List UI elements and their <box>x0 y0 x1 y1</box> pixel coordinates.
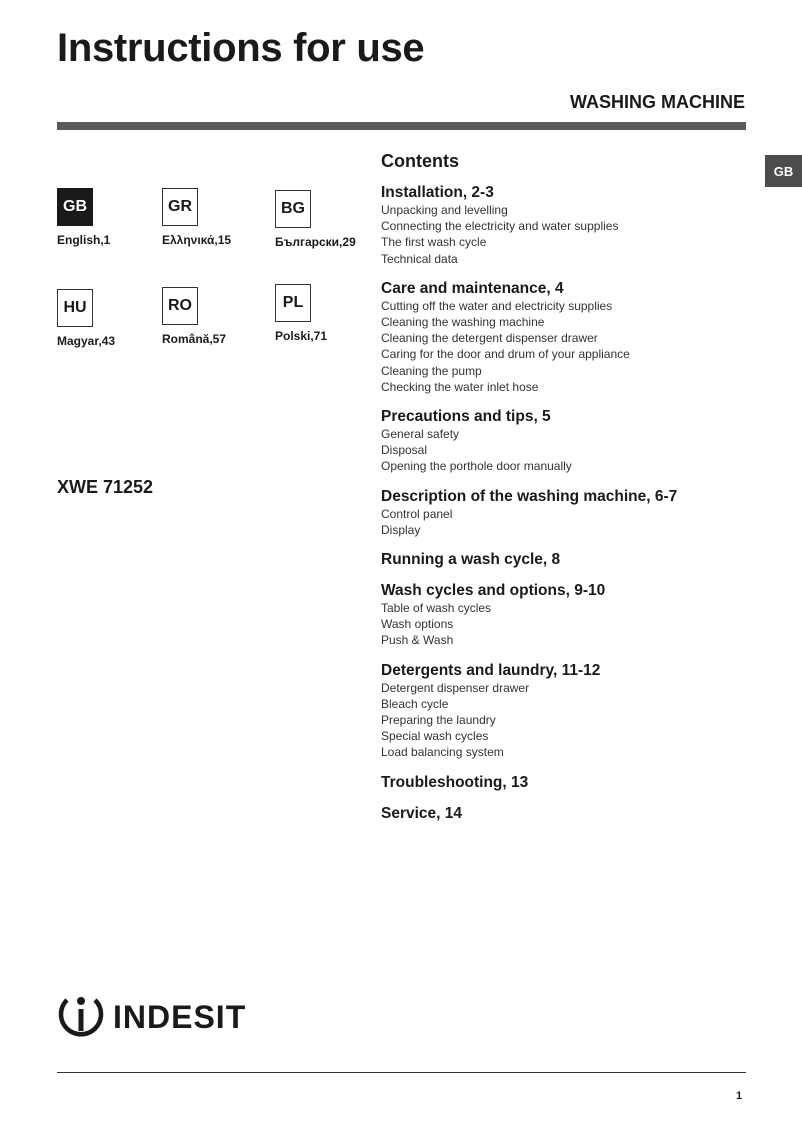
contents-section <box>381 662 761 761</box>
section-item[interactable]: Unpacking and levelling <box>381 203 508 217</box>
language-bg[interactable] <box>275 190 375 249</box>
contents-section <box>381 582 761 649</box>
language-label: Ελληνικά,15 <box>162 233 232 247</box>
product-type-subtitle: WASHING MACHINE <box>570 92 745 112</box>
language-pl[interactable] <box>275 284 375 343</box>
section-item[interactable]: Control panel <box>381 506 453 521</box>
section-item[interactable]: Detergent dispenser drawer <box>381 680 530 695</box>
language-gr[interactable] <box>162 188 262 247</box>
language-label: Polski,71 <box>275 329 328 343</box>
section-item[interactable]: Cutting off the water and electricity supplies <box>381 298 613 313</box>
section-item[interactable]: Caring for the door and drum of your appliance <box>381 347 630 362</box>
brand-name: INDESIT <box>113 998 247 1035</box>
section-item[interactable]: Wash options <box>381 617 454 632</box>
section-title[interactable]: Installation, 2-3 <box>381 184 494 201</box>
contents-section <box>381 280 761 395</box>
contents-section <box>381 551 761 569</box>
language-code-box: GR <box>162 188 198 226</box>
section-title[interactable]: Description of the washing machine, 6-7 <box>381 487 678 505</box>
section-title[interactable]: Troubleshooting, 13 <box>381 773 529 791</box>
contents-section <box>381 488 761 538</box>
section-item[interactable]: Cleaning the washing machine <box>381 315 545 330</box>
language-ro[interactable] <box>162 287 262 346</box>
language-code-box: HU <box>57 289 93 327</box>
section-item[interactable]: The first wash cycle <box>381 235 487 250</box>
contents-section <box>381 805 761 823</box>
language-label: Български,29 <box>275 235 356 249</box>
language-side-tab: GB <box>765 155 802 187</box>
brand-logo <box>57 992 246 1042</box>
section-title[interactable]: Wash cycles and options, 9-10 <box>381 582 606 600</box>
page-title: Instructions for use <box>57 26 425 70</box>
section-item[interactable]: Bleach cycle <box>381 696 449 711</box>
section-item[interactable]: Cleaning the pump <box>381 363 482 378</box>
language-code-box: GB <box>57 188 93 226</box>
section-item[interactable]: Preparing the laundry <box>381 713 496 728</box>
language-label: Magyar,43 <box>57 334 116 348</box>
section-title[interactable]: Precautions and tips, 5 <box>381 408 551 426</box>
contents-heading: Contents <box>381 151 459 171</box>
section-title[interactable]: Running a wash cycle, 8 <box>381 551 561 569</box>
section-item[interactable]: Push & Wash <box>381 633 454 648</box>
section-item[interactable]: Opening the porthole door manually <box>381 459 572 474</box>
footer-rule <box>57 1072 746 1073</box>
contents-sections <box>381 184 761 823</box>
language-label: English,1 <box>57 233 111 247</box>
section-title[interactable]: Detergents and laundry, 11-12 <box>381 661 601 679</box>
language-gb[interactable] <box>57 188 157 247</box>
contents-section <box>381 408 761 475</box>
language-code-box: BG <box>275 190 311 228</box>
section-item[interactable]: Display <box>381 522 421 537</box>
model-number: XWE 71252 <box>57 477 154 497</box>
section-item[interactable]: General safety <box>381 427 460 442</box>
section-item[interactable]: Load balancing system <box>381 745 504 760</box>
section-item[interactable]: Connecting the electricity and water supplies <box>381 219 619 234</box>
section-item[interactable]: Technical data <box>381 251 458 266</box>
section-item[interactable]: Cleaning the detergent dispenser drawer <box>381 331 598 346</box>
header-rule <box>57 122 746 130</box>
section-item[interactable]: Table of wash cycles <box>381 601 492 616</box>
language-label: Română,57 <box>162 332 227 346</box>
page-number: 1 <box>736 1090 743 1102</box>
section-title[interactable]: Care and maintenance, 4 <box>381 279 564 297</box>
section-item[interactable]: Special wash cycles <box>381 729 489 744</box>
section-item[interactable]: Checking the water inlet hose <box>381 379 539 394</box>
language-hu[interactable] <box>57 289 157 348</box>
language-code-box: PL <box>275 284 311 322</box>
indesit-logo-icon <box>57 992 105 1042</box>
section-item[interactable]: Disposal <box>381 443 428 458</box>
table-of-contents <box>381 151 761 836</box>
contents-section <box>381 184 761 267</box>
contents-section <box>381 774 761 792</box>
language-code-box: RO <box>162 287 198 325</box>
section-title[interactable]: Service, 14 <box>381 804 463 822</box>
